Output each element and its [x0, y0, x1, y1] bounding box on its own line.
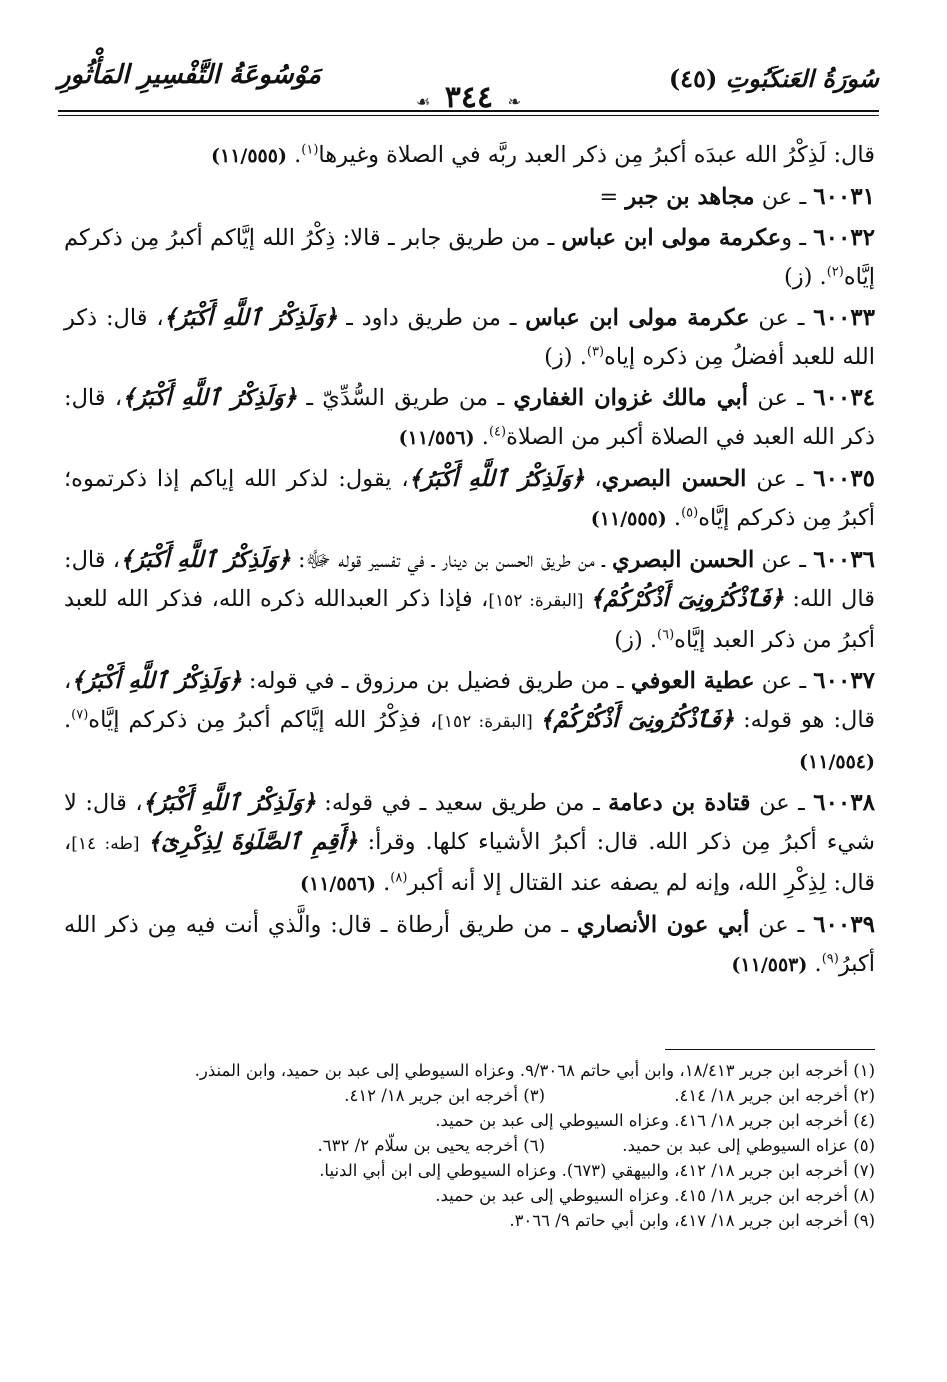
- ornament-icon: ☙: [416, 92, 431, 111]
- narrator-name: قتادة بن دعامة: [608, 790, 751, 816]
- volume-ref: (١١/٥٥٣): [731, 954, 808, 976]
- footnote-6: (٦) أخرجه يحيى بن سلّام ٢/ ٦٣٢.: [317, 1136, 545, 1155]
- page-header: [58, 58, 879, 116]
- entry-number: ٦٠٠٣٣: [813, 304, 876, 331]
- quran-verse: ﴿وَلَذِكْرُ ٱللَّهِ أَكْبَرُ﴾: [122, 385, 297, 411]
- quran-verse-2: ﴿فَٱذْكُرُونِىٓ أَذْكُرْكُمْ﴾: [540, 707, 735, 733]
- narrator-name: مجاهد بن جبر: [625, 184, 755, 210]
- header-rule: [58, 110, 879, 112]
- narrator-name: أبي مالك غزوان الغفاري: [513, 385, 748, 411]
- narrator-name: عكرمة مولى ابن عباس: [561, 225, 782, 251]
- footnote-9: (٩) أخرجه ابن جرير ١٨/ ٤١٧، وابن أبي حاتم ٩/ ٣٠٦٦.: [509, 1211, 875, 1230]
- entry-number: ٦٠٠٣٦: [813, 546, 875, 573]
- entry-60038: ٦٠٠٣٨ ـ عن قتادة بن دعامة ـ من طريق سعيد ـ في قوله: ﴿وَلَذِكْرُ ٱللَّهِ أَكْبَرُ﴾، قال: لا شيء أكبرُ مِن ذكر الله. قال: أكبرُ الأشياء كلها. وقرأ: ﴿أَقِمِ ٱلصَّلَوٰةَ لِذِكْرِىٓ﴾ [طه: ١٤]، قال: لِذِكْرِ الله، وإنه لم يصفه عند القتال إلا أنه أكبر$^{(٨)}$. (١١/٥٥٦): [64, 789, 876, 896]
- narrator-name: أبي عون الأنصاري: [576, 912, 750, 938]
- quran-verse: ﴿وَلَذِكْرُ ٱللَّهِ أَكْبَرُ﴾: [142, 790, 316, 816]
- ornament-icon: ❧: [507, 92, 521, 111]
- footnote-2: (٢) أخرجه ابن جرير ١٨/ ٤١٤.: [674, 1086, 875, 1105]
- entry-number: ٦٠٠٣٥: [813, 465, 875, 492]
- volume-ref: (١١/٥٥٦): [300, 873, 376, 895]
- entry-60039: ٦٠٠٣٩ ـ عن أبي عون الأنصاري ـ من طريق أرطاة ـ قال: والَّذي أنت فيه مِن ذكر الله أكبرُ$^{(٩)}$. (١١/٥٥٣): [64, 911, 875, 977]
- quran-verse: ﴿وَلَذِكْرُ ٱللَّهِ أَكْبَرُ﴾: [408, 466, 585, 492]
- quran-verse-2: ﴿أَقِمِ ٱلصَّلَوٰةَ لِذِكْرِىٓ﴾: [147, 829, 358, 855]
- volume-ref: (١١/٥٥٥): [590, 508, 667, 530]
- footnote-separator: [665, 1049, 875, 1050]
- entry-60034: ٦٠٠٣٤ ـ عن أبي مالك غزوان الغفاري ـ من طريق السُّدِّيّ ـ ﴿وَلَذِكْرُ ٱللَّهِ أَكْبَرُ﴾، قال: ذكر الله العبد في الصلاة أكبر من الصلاة$^{(٤)}$. (١١/٥٥٦): [64, 384, 875, 450]
- footnote-5: (٥) عزاه السيوطي إلى عبد بن حميد.: [622, 1136, 875, 1155]
- entry-number: ٦٠٠٣٧: [813, 667, 876, 694]
- footnote-row: [64, 1133, 875, 1158]
- footnote-3: (٣) أخرجه ابن جرير ١٨/ ٤١٢.: [344, 1086, 545, 1105]
- footnote-8: (٨) أخرجه ابن جرير ١٨/ ٤١٥. وعزاه السيوطي إلى عبد بن حميد.: [435, 1186, 875, 1205]
- entry-number: ٦٠٠٣١: [813, 183, 875, 210]
- sura-name: سُورَةُ العَنكَبُوتِ: [725, 64, 879, 93]
- book-title: مَوْسُوعَةُ التَّفْسِيرِ المَأْثُورِ: [58, 60, 321, 90]
- quran-verse-2: ﴿فَٱذْكُرُونِىٓ أَذْكُرْكُمْ﴾: [590, 586, 784, 612]
- narrator-name: عطية العوفي: [630, 668, 755, 694]
- entry-60031: ٦٠٠٣١ ـ عن مجاهد بن جبر =: [599, 183, 875, 210]
- entry-60033: ٦٠٠٣٣ ـ عن عكرمة مولى ابن عباس ـ من طريق داود ـ ﴿وَلَذِكْرُ ٱللَّهِ أَكْبَرُ﴾، قال: ذكر الله للعبد أفضلُ مِن ذكره إياه$^{(٣)}$. (ز): [64, 304, 876, 370]
- narrator-name: الحسن البصري: [612, 547, 755, 573]
- quran-verse: ﴿وَلَذِكْرُ ٱللَّهِ أَكْبَرُ﴾: [71, 668, 242, 694]
- sura-heading: [669, 64, 879, 93]
- volume-ref: (١١/٥٥٦): [398, 427, 475, 449]
- entry-number: ٦٠٠٣٤: [813, 384, 875, 411]
- narrator-name: الحسن البصري: [601, 466, 747, 492]
- entry-number: ٦٠٠٣٢: [813, 224, 876, 251]
- entry-number: ٦٠٠٣٩: [813, 911, 875, 938]
- entry-60035: ٦٠٠٣٥ ـ عن الحسن البصري، ﴿وَلَذِكْرُ ٱللَّهِ أَكْبَرُ﴾، يقول: لذكر الله إياكم إذا ذكرتموه؛ أكبرُ مِن ذكركم إيَّاه$^{(٥)}$. (١١/٥٥٥): [64, 465, 875, 531]
- main-text: [64, 136, 875, 985]
- footnote-1: (١) أخرجه ابن جرير ١٨/٤١٣، وابن أبي حاتم ٩/٣٠٦٨. وعزاه السيوطي إلى عبد بن حميد، وابن المنذر.: [194, 1061, 875, 1080]
- footnote-7: (٧) أخرجه ابن جرير ١٨/ ٤١٢، والبيهقي (٦٧٣). وعزاه السيوطي إلى ابن أبي الدنيا.: [319, 1161, 875, 1180]
- page-number: ٣٤٤: [444, 80, 494, 115]
- quran-verse: ﴿وَلَذِكْرُ ٱللَّهِ أَكْبَرُ﴾: [120, 547, 291, 573]
- entry-60032: ٦٠٠٣٢ ـ وعكرمة مولى ابن عباس ـ من طريق جابر ـ قالا: ذِكْرُ الله إيَّاكم أكبرُ مِن ذكركم إيَّاه$^{(٢)}$. (ز): [64, 224, 876, 290]
- entry-60037: ٦٠٠٣٧ ـ عن عطية العوفي ـ من طريق فضيل بن مرزوق ـ في قوله: ﴿وَلَذِكْرُ ٱللَّهِ أَكْبَرُ﴾، قال: هو قوله: ﴿فَٱذْكُرُونِىٓ أَذْكُرْكُمْ﴾ [البقرة: ١٥٢]، فذِكْرُ الله إيَّاكم أكبرُ مِن ذكركم إيَّاه$^{(٧)}$. (١١/٥٥٤): [64, 667, 876, 773]
- header-rule-thin: [58, 115, 879, 116]
- volume-ref: (١١/٥٥٥): [210, 145, 287, 167]
- quran-verse: ﴿وَلَذِكْرُ ٱللَّهِ أَكْبَرُ﴾: [163, 305, 338, 331]
- footnote-row: [64, 1083, 875, 1108]
- entry-continuation: قال: لَذِكْرُ الله عبدَه أكبرُ مِن ذكر العبد ربَّه في الصلاة وغيرها$^{(١)}$. (١١/٥٥٥): [210, 142, 875, 168]
- verse-source: [البقرة: ١٥٢]: [488, 591, 591, 611]
- entry-60036: ٦٠٠٣٦ ـ عن الحسن البصري ـ من طريق الحسن بن دينار ـ في تفسير قوله ﷻ: ﴿وَلَذِكْرُ ٱللَّهِ أَكْبَرُ﴾، قال: قال الله: ﴿فَٱذْكُرُونِىٓ أَذْكُرْكُمْ﴾ [البقرة: ١٥٢]، فإذا ذكر العبدالله ذكره الله، فذكر الله للعبد أكبرُ من ذكر العبد إيَّاه$^{(٦)}$. (ز): [64, 546, 876, 653]
- entry-number: ٦٠٠٣٨: [813, 789, 875, 816]
- footnotes: [64, 1058, 875, 1233]
- volume-ref: (١١/٥٥٤): [799, 751, 875, 773]
- verse-source: [طه: ١٤]: [71, 834, 148, 854]
- sura-number: (٤٥): [668, 64, 718, 93]
- narrator-name: عكرمة مولى ابن عباس: [525, 305, 750, 331]
- footnote-4: (٤) أخرجه ابن جرير ١٨/ ٤١٦. وعزاه السيوطي إلى عبد بن حميد.: [435, 1111, 875, 1130]
- verse-source: [البقرة: ١٥٢]: [437, 712, 541, 732]
